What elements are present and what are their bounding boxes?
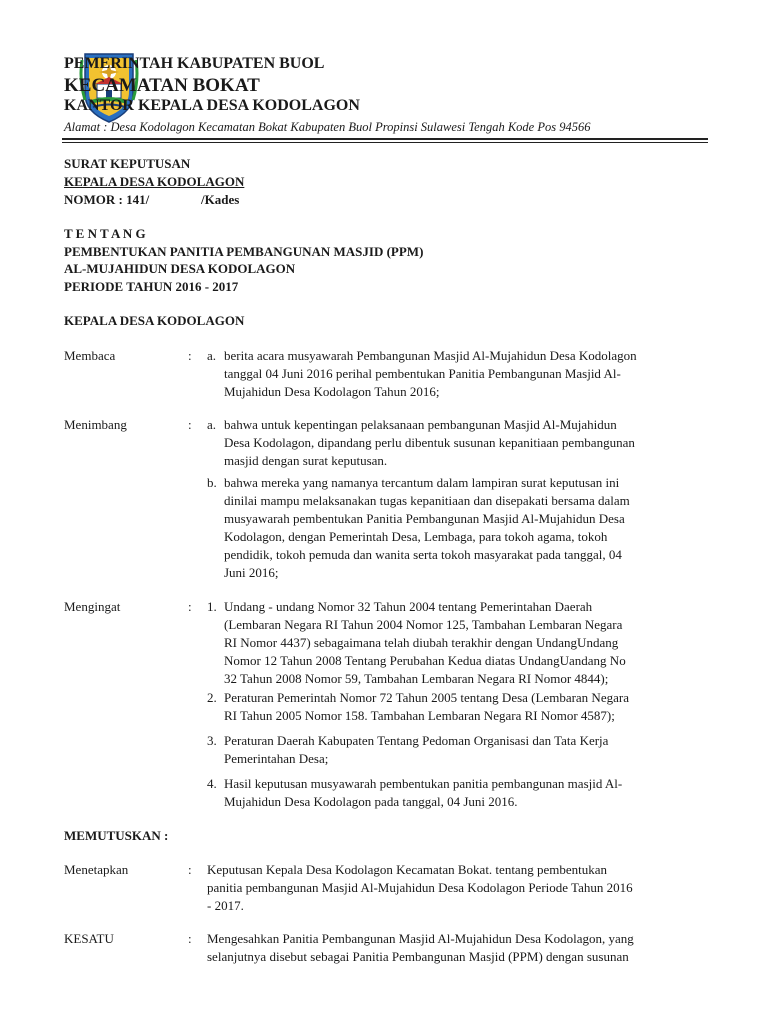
header-line-2: KECAMATAN BOKAT	[64, 75, 260, 96]
doc-number-label: NOMOR : 141/	[64, 192, 150, 207]
menimbang-b-marker: b.	[207, 475, 217, 490]
doc-type: SURAT KEPUTUSAN	[64, 156, 191, 171]
menetapkan-colon: :	[188, 862, 192, 877]
membaca-a-text: berita acara musyawarah Pembangunan Masjid Al-Mujahidun Desa Kodolagon tanggal 04 Juni 2016 perihal pembentukan Panitia Pembangunan Masjid Al- Mujahidun Desa Kodolagon Tahun 2016;	[224, 348, 637, 399]
menimbang-label: Menimbang	[64, 417, 127, 432]
mengingat-4-marker: 4.	[207, 776, 217, 791]
menetapkan-label: Menetapkan	[64, 862, 129, 877]
header-line-3: KANTOR KEPALA DESA KODOLAGON	[64, 97, 360, 114]
menimbang-b-text: bahwa mereka yang namanya tercantum dalam lampiran surat keputusan ini dinilai mampu melaksanakan tugas kepanitiaan dan disepakati bersama dalam musyawarah pembentukan Panitia Pembangunan Masjid Al-Mujahidun Desa Kodolagon, dengan Pemerintah Desa, Lembaga, para tokoh agama, tokoh pendidik, tokoh pemuda dan wanita serta tokoh masyarakat pada tanggal, 04 Juni 2016;	[224, 475, 630, 580]
header-rule-thin	[62, 142, 708, 143]
membaca-label: Membaca	[64, 348, 116, 363]
menimbang-a-marker: a.	[207, 417, 217, 432]
menetapkan-text: Keputusan Kepala Desa Kodolagon Kecamatan Bokat. tentang pembentukan panitia pembangunan Masjid Al-Mujahidun Desa Kodolagon Periode Tahun 2016 - 2017.	[207, 862, 633, 913]
membaca-a-marker: a.	[207, 348, 217, 363]
mengingat-1-marker: 1.	[207, 599, 217, 614]
issuer-line: KEPALA DESA KODOLAGON	[64, 313, 245, 328]
membaca-colon: :	[188, 348, 192, 363]
subject-line-1: PEMBENTUKAN PANITIA PEMBANGUNAN MASJID (PPM)	[64, 244, 424, 259]
kesatu-text: Mengesahkan Panitia Pembangunan Masjid Al-Mujahidun Desa Kodolagon, yang selanjutnya disebut sebagai Panitia Pembangunan Masjid (PPM) dengan susunan	[207, 931, 634, 964]
mengingat-3-marker: 3.	[207, 733, 217, 748]
tentang-heading: T E N T A N G	[64, 226, 146, 241]
subject-line-3: PERIODE TAHUN 2016 - 2017	[64, 279, 239, 294]
kesatu-label: KESATU	[64, 931, 114, 946]
issuer-heading: KEPALA DESA KODOLAGON	[64, 174, 245, 189]
subject-line-2: AL-MUJAHIDUN DESA KODOLAGON	[64, 261, 296, 276]
mengingat-4-text: Hasil keputusan musyawarah pembentukan panitia pembangunan masjid Al- Mujahidun Desa Kodolagon pada tanggal, 04 Juni 2016.	[224, 776, 623, 809]
doc-number-suffix: /Kades	[201, 192, 240, 207]
header-line-1: PEMERINTAH KABUPATEN BUOL	[64, 55, 325, 72]
memutuskan-heading: MEMUTUSKAN :	[64, 828, 169, 843]
menimbang-colon: :	[188, 417, 192, 432]
mengingat-1-text: Undang - undang Nomor 32 Tahun 2004 tentang Pemerintahan Daerah (Lembaran Negara RI Tahun 2004 Nomor 125, Tambahan Lembaran Negara RI Nomor 4437) sebagaimana telah diubah terakhir dengan UndangUndang Nomor 12 Tahun 2008 Tentang Perubahan Kedua diatas UndangUandang No 32 Tahun 2008 Nomor 59, Tambahan Lembaran Negara RI Nomor 4844);	[224, 599, 626, 686]
mengingat-2-text: Peraturan Pemerintah Nomor 72 Tahun 2005 tentang Desa (Lembaran Negara RI Tahun 2005 Nomor 158. Tambahan Lembaran Negara RI Nomor 4587);	[224, 690, 629, 723]
mengingat-label: Mengingat	[64, 599, 121, 614]
menimbang-a-text: bahwa untuk kepentingan pelaksanaan pembangunan Masjid Al-Mujahidun Desa Kodolagon, dipandang perlu dibentuk susunan kepanitiaan pembangunan masjid dengan surat keputusan.	[224, 417, 635, 468]
mengingat-2-marker: 2.	[207, 690, 217, 705]
header-rule-thick	[62, 138, 708, 140]
mengingat-colon: :	[188, 599, 192, 614]
mengingat-3-text: Peraturan Daerah Kabupaten Tentang Pedoman Organisasi dan Tata Kerja Pemerintahan Desa;	[224, 733, 609, 766]
kesatu-colon: :	[188, 931, 192, 946]
header-address: Alamat : Desa Kodolagon Kecamatan Bokat Kabupaten Buol Propinsi Sulawesi Tengah Kode Pos 94566	[64, 120, 591, 134]
